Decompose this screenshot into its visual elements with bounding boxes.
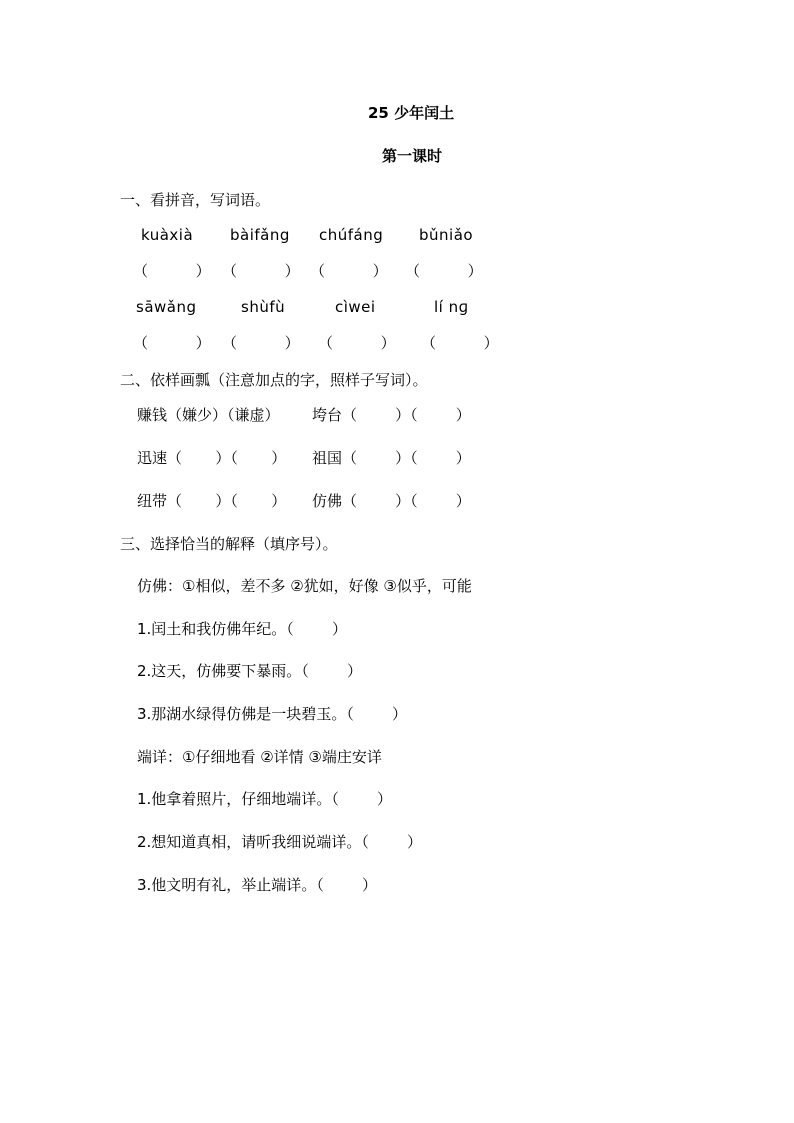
answer-blank[interactable]: （ ）	[133, 262, 211, 280]
answer-blank[interactable]: （ ）	[133, 334, 211, 352]
section1-heading: 一、看拼音，写词语。	[120, 191, 271, 209]
pinyin-item: kuàxià	[141, 226, 194, 244]
question-item[interactable]: 1.闰土和我仿佛年纪。（ ）	[137, 620, 347, 638]
answer-blank[interactable]: （ ）	[405, 262, 483, 280]
answer-blank[interactable]: （ ）	[318, 334, 396, 352]
section2-heading: 二、依样画瓢（注意加点的字，照样子写词）。	[120, 371, 428, 389]
question-item[interactable]: 2.想知道真相，请听我细说端详。（ ）	[137, 833, 422, 851]
definition-duanxiang: 端详：①仔细地看 ②详情 ③端庄安详	[137, 748, 382, 766]
answer-blank[interactable]: （ ）	[222, 334, 300, 352]
word-pair-blank[interactable]: 迅速（ ）（ ）	[137, 449, 287, 467]
question-item[interactable]: 3.那湖水绿得仿佛是一块碧玉。（ ）	[137, 705, 407, 723]
word-pair-blank[interactable]: 仿佛（ ）（ ）	[312, 492, 471, 510]
question-item[interactable]: 2.这天，仿佛要下暴雨。（ ）	[137, 662, 362, 680]
pinyin-item: cìwei	[335, 298, 376, 316]
answer-blank[interactable]: （ ）	[222, 262, 300, 280]
page-title: 25 少年闰土	[368, 104, 455, 122]
pinyin-item: lí nɡ	[434, 298, 469, 316]
definition-fangfu: 仿佛：①相似，差不多 ②犹如，好像 ③似乎，可能	[137, 577, 472, 595]
section3-heading: 三、选择恰当的解释（填序号）。	[120, 535, 338, 553]
pinyin-item: sāwǎng	[136, 298, 197, 316]
word-pair-blank[interactable]: 祖国（ ）（ ）	[312, 449, 471, 467]
page-subtitle: 第一课时	[382, 147, 443, 165]
pinyin-item: bǔniǎo	[419, 226, 474, 244]
answer-blank[interactable]: （ ）	[421, 334, 499, 352]
pinyin-item: chúfáng	[319, 226, 384, 244]
word-pair-blank[interactable]: 垮台（ ）（ ）	[312, 406, 471, 424]
word-pair-blank[interactable]: 纽带（ ）（ ）	[137, 492, 287, 510]
question-item[interactable]: 3.他文明有礼，举止端详。（ ）	[137, 876, 377, 894]
pinyin-item: bàifǎng	[230, 226, 290, 244]
answer-blank[interactable]: （ ）	[310, 262, 388, 280]
pinyin-item: shùfù	[241, 298, 286, 316]
example-word-pair: 赚钱（嫌少）（谦虚）	[137, 406, 280, 424]
question-item[interactable]: 1.他拿着照片，仔细地端详。（ ）	[137, 790, 392, 808]
